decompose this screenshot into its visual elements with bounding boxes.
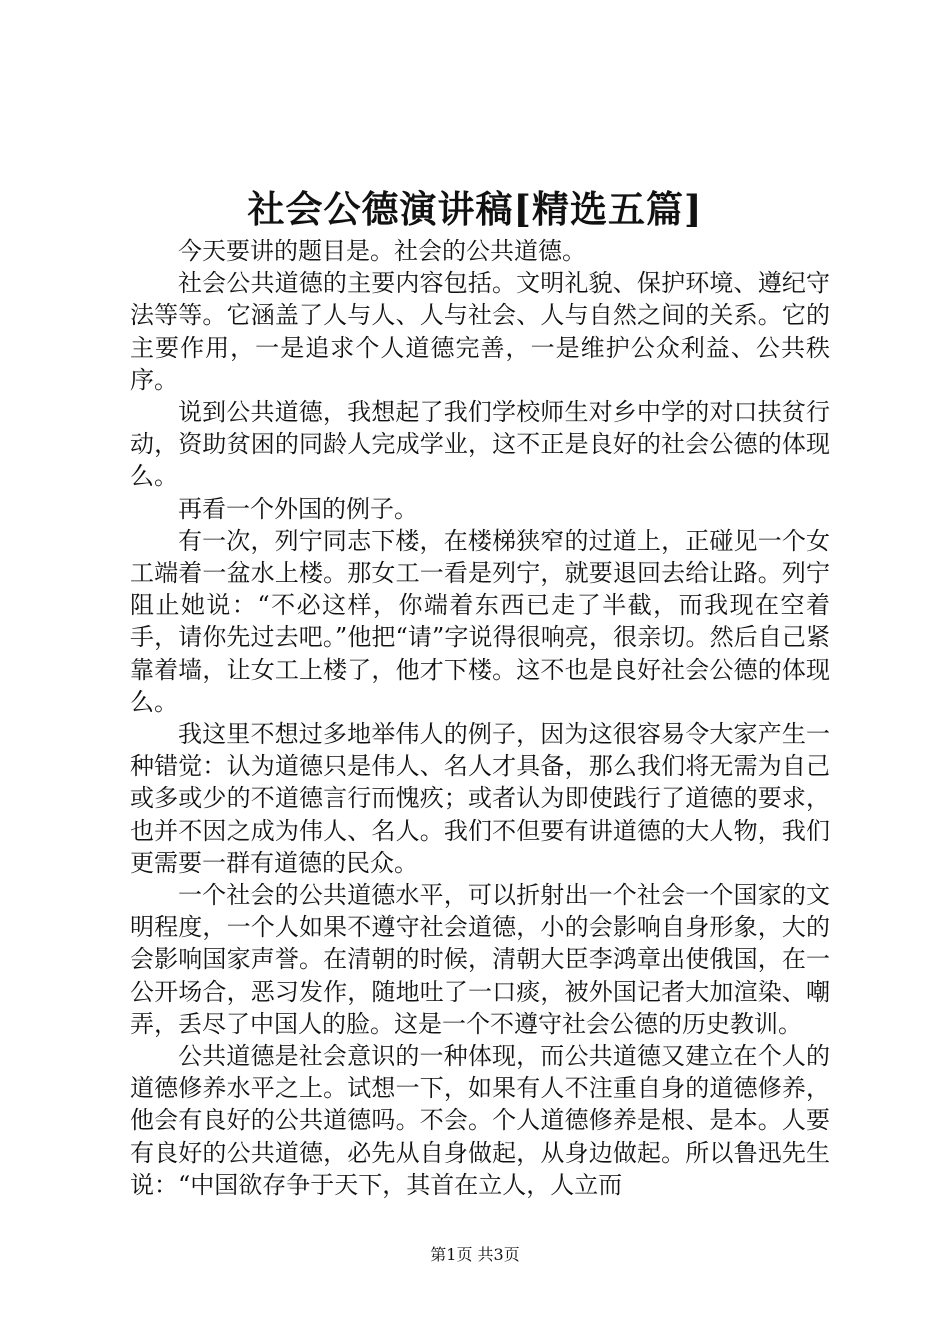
paragraph: 社会公共道德的主要内容包括。文明礼貌、保护环境、遵纪守法等等。它涵盖了人与人、人与社会、人与自然之间的关系。它的主要作用，一是追求个人道德完善，一是维护公众利益、公共秩序。 (130, 269, 830, 394)
paragraph: 再看一个外国的例子。 (178, 494, 418, 523)
document-body (130, 235, 830, 1201)
paragraph: 说到公共道德，我想起了我们学校师生对乡中学的对口扶贫行动，资助贫困的同龄人完成学业，这不正是良好的社会公德的体现么。 (130, 398, 830, 491)
paragraph: 我这里不想过多地举伟人的例子，因为这很容易令大家产生一种错觉：认为道德只是伟人、名人才具备，那么我们将无需为自己或多或少的不道德言行而愧疚；或者认为即使践行了道德的要求，也并不因之成为伟人、名人。我们不但要有讲道德的大人物，我们更需要一群有道德的民众。 (130, 720, 830, 877)
paragraph: 一个社会的公共道德水平，可以折射出一个社会一个国家的文明程度，一个人如果不遵守社会道德，小的会影响自身形象，大的会影响国家声誉。在清朝的时候，清朝大臣李鸿章出使俄国，在一公开场合，恶习发作，随地吐了一口痰，被外国记者大加渲染、嘲弄，丢尽了中国人的脸。这是一个不遵守社会公德的历史教训。 (130, 881, 830, 1038)
paragraph: 有一次，列宁同志下楼，在楼梯狭窄的过道上，正碰见一个女工端着一盆水上楼。那女工一看是列宁，就要退回去给让路。列宁阻止她说：“不必这样，你端着东西已走了半截，而我现在空着手，请你先过去吧。”他把“请”字说得很响亮，很亲切。然后自己紧靠着墙，让女工上楼了，他才下楼。这不也是良好社会公德的体现么。 (130, 526, 830, 716)
paragraph: 公共道德是社会意识的一种体现，而公共道德又建立在个人的道德修养水平之上。试想一下，如果有人不注重自身的道德修养，他会有良好的公共道德吗。不会。个人道德修养是根、是本。人要有良好的公共道德，必先从自身做起，从身边做起。所以鲁迅先生说：“中国欲存争于天下，其首在立人，人立而 (130, 1042, 830, 1199)
paragraph: 今天要讲的题目是。社会的公共道德。 (178, 237, 586, 265)
page-number-footer: 第1页 共3页 (430, 1245, 520, 1264)
document-title: 社会公德演讲稿[精选五篇] (247, 187, 703, 231)
